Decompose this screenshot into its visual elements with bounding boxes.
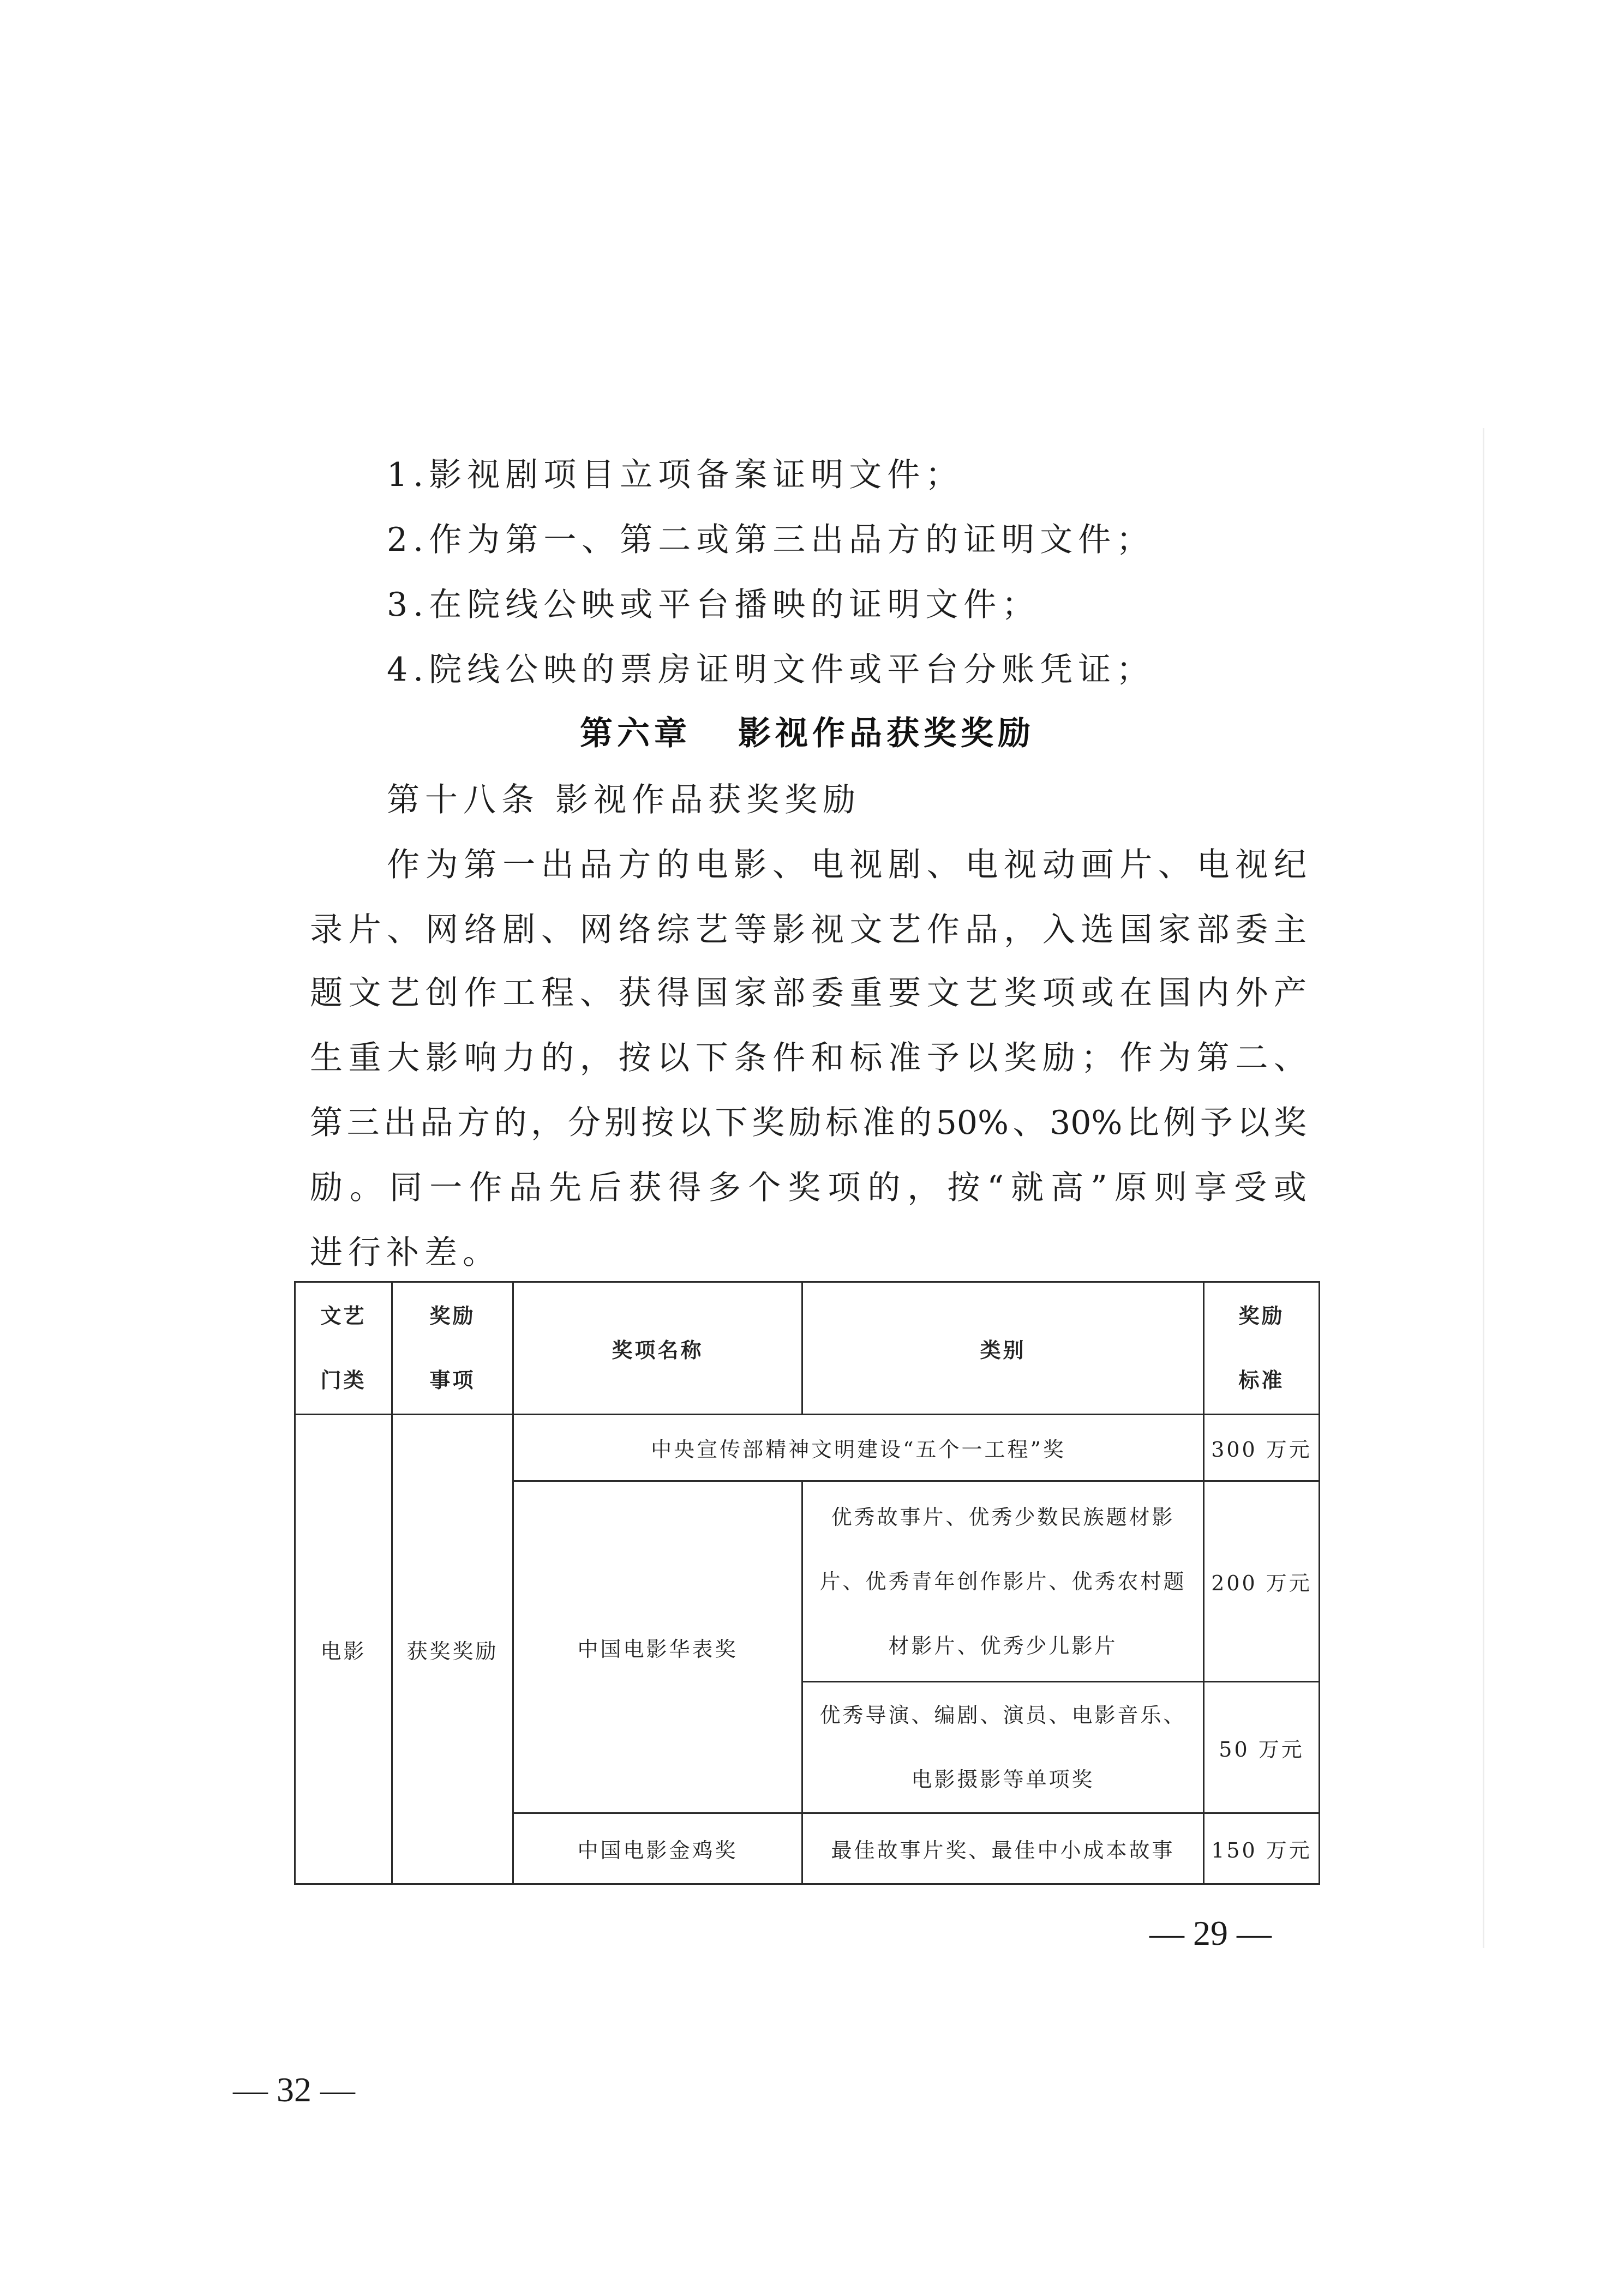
header-standard-line: 奖励 [1238,1304,1285,1328]
paragraph-line: 进行补差。 [310,1234,501,1272]
paragraph-line: 录片、网络剧、网络综艺等影视文艺作品，入选国家部委主 [310,911,1307,949]
list-item: 3.在院线公映或平台播映的证明文件； [387,586,1040,624]
award-class-line: 电影摄影等单项奖 [911,1768,1095,1792]
cell-standard: 50 万元 [1204,1682,1320,1813]
paragraph-line: 第三出品方的，分别按以下奖励标准的50%、30%比例予以奖 [310,1104,1307,1142]
header-award-class: 类别 [802,1282,1204,1415]
article-heading: 第十八条 影视作品获奖奖励 [387,781,861,819]
award-class-line: 材影片、优秀少儿影片 [888,1633,1118,1658]
award-class-line: 最佳故事片奖、最佳中小成本故事 [831,1838,1175,1862]
scan-edge-line [1483,428,1484,1948]
inner-page-number: — 29 — [1149,1914,1272,1952]
header-award-type [392,1282,513,1415]
header-standard-line: 标准 [1238,1368,1285,1392]
header-standard [1204,1282,1320,1415]
outer-page-number: — 32 — [233,2070,355,2109]
list-item: 4.院线公映的票房证明文件或平台分账凭证； [387,651,1155,689]
table-row [295,1415,1320,1481]
paragraph-line: 生重大影响力的，按以下条件和标准予以奖励；作为第二、 [310,1039,1307,1077]
paragraph-line: 题文艺创作工程、获得国家部委重要文艺奖项或在国内外产 [310,974,1307,1012]
award-class-line: 片、优秀青年创作影片、优秀农村题 [819,1569,1186,1594]
cell-standard: 300 万元 [1204,1415,1320,1481]
award-standards-table [294,1281,1320,1885]
chapter-title: 影视作品获奖奖励 [738,714,1035,753]
cell-award-class [802,1813,1204,1884]
cell-award-class [802,1481,1204,1682]
paragraph-line: 励。同一作品先后获得多个奖项的，按“就高”原则享受或 [310,1169,1307,1207]
header-category [295,1282,392,1415]
paragraph-line: 作为第一出品方的电影、电视剧、电视动画片、电视纪 [387,846,1307,884]
cell-standard: 200 万元 [1204,1481,1320,1682]
header-award-name: 奖项名称 [513,1282,802,1415]
cell-award-name: 中国电影金鸡奖 [513,1813,802,1884]
cell-award-name: 中国电影华表奖 [513,1481,802,1813]
cell-award-type: 获奖奖励 [392,1415,513,1884]
award-class-line: 优秀导演、编剧、演员、电影音乐、 [819,1703,1186,1727]
cell-award-name: 中央宣传部精神文明建设“五个一工程”奖 [513,1415,1204,1481]
list-item: 2.作为第一、第二或第三出品方的证明文件； [387,521,1155,559]
table-header-row [295,1282,1320,1415]
header-category-line: 门类 [320,1368,367,1392]
header-category-line: 文艺 [320,1304,367,1328]
list-item: 1.影视剧项目立项备案证明文件； [387,456,964,494]
cell-category: 电影 [295,1415,392,1884]
cell-standard: 150 万元 [1204,1813,1320,1884]
header-award-type-line: 事项 [429,1368,476,1392]
award-class-line: 优秀故事片、优秀少数民族题材影 [831,1505,1175,1529]
cell-award-class [802,1682,1204,1813]
header-award-type-line: 奖励 [429,1304,476,1328]
chapter-number: 第六章 [580,714,691,753]
